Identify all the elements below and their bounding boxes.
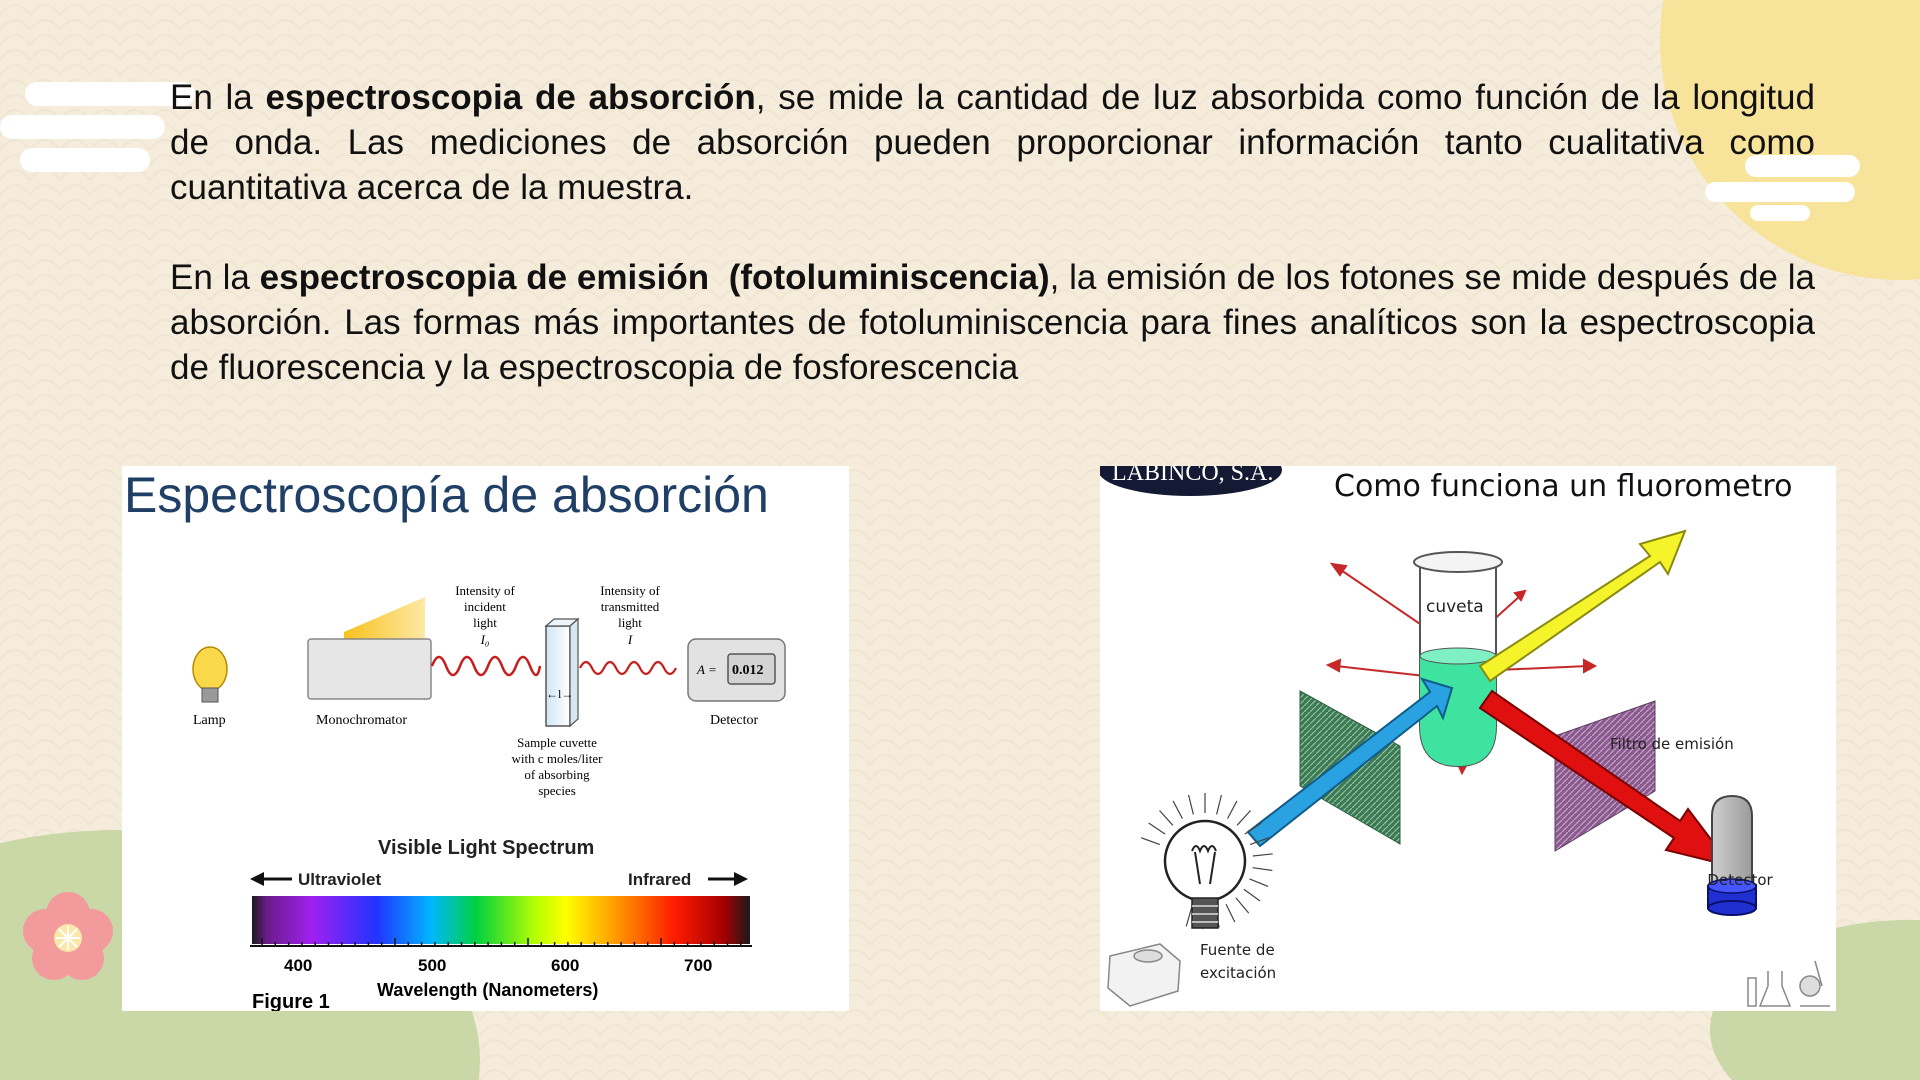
ultraviolet-arrow bbox=[250, 872, 292, 886]
transmitted-label bbox=[600, 583, 660, 647]
cuvette-label: cuveta bbox=[1426, 597, 1484, 617]
excitation-beam bbox=[1248, 679, 1452, 846]
absorption-title: Espectroscopía de absorción bbox=[124, 467, 769, 523]
emission-beam-red bbox=[1480, 691, 1731, 866]
infrared-label: Infrared bbox=[628, 870, 692, 889]
path-length-label: ←l→ bbox=[546, 687, 574, 701]
bulb-ray bbox=[1236, 898, 1249, 913]
p2-bold-term-2: (fotoluminiscencia) bbox=[728, 258, 1050, 297]
tick-700: 700 bbox=[684, 956, 713, 975]
svg-text:Intensity of: Intensity of bbox=[455, 583, 515, 598]
bulb-ray bbox=[1237, 810, 1250, 825]
p2-gap bbox=[709, 258, 729, 297]
svg-text:I₀: I₀ bbox=[480, 632, 490, 647]
instrument-icon bbox=[1108, 944, 1180, 1006]
detector-label: Detector bbox=[710, 713, 759, 728]
fluorometer-title: Como funciona un fluorometro bbox=[1334, 469, 1793, 504]
bulb-ray bbox=[1226, 904, 1235, 922]
p2-bold-term: espectroscopia de emisión bbox=[259, 258, 710, 297]
fluorometer-figure bbox=[1100, 466, 1836, 1011]
monochromator-label: Monochromator bbox=[316, 713, 407, 728]
lamp-label: Lamp bbox=[193, 713, 226, 728]
bulb-ray bbox=[1149, 823, 1166, 834]
p2-pre: En la bbox=[170, 258, 260, 297]
p1-pre: En la bbox=[170, 78, 266, 117]
svg-text:incident: incident bbox=[464, 599, 506, 614]
lightbulb-icon bbox=[1141, 793, 1273, 929]
ultraviolet-label: Ultraviolet bbox=[298, 870, 382, 889]
tick-600: 600 bbox=[551, 956, 580, 975]
bulb-ray bbox=[1159, 810, 1172, 825]
figure-label: Figure 1 bbox=[252, 991, 330, 1011]
emission-paragraph bbox=[170, 255, 1815, 390]
bulb-ray bbox=[1173, 801, 1182, 819]
bulb-ray bbox=[1189, 795, 1194, 814]
bulb-ray bbox=[1217, 795, 1222, 814]
incident-wave bbox=[432, 657, 540, 675]
svg-text:transmitted: transmitted bbox=[600, 599, 660, 614]
svg-text:of absorbing: of absorbing bbox=[524, 767, 590, 782]
infrared-arrow bbox=[708, 872, 748, 886]
bulb-ray bbox=[1244, 889, 1260, 901]
svg-text:Sample cuvette: Sample cuvette bbox=[517, 735, 597, 750]
tick-500: 500 bbox=[418, 956, 447, 975]
bulb-ray bbox=[1253, 854, 1273, 856]
transmitted-wave bbox=[580, 662, 676, 674]
emission-filter-label: Filtro de emisión bbox=[1610, 735, 1734, 753]
spectrum-band bbox=[252, 896, 750, 944]
p1-bold-term: espectroscopia de absorción bbox=[265, 78, 756, 117]
bulb-ray bbox=[1253, 868, 1273, 871]
p1-post: , se mide la cantidad de luz absorbida como función de la longitud de onda. Las mediciones de absorción pueden proporcionar información tanto cualitativa como cuantitativa acerca de la muestra. bbox=[170, 78, 1815, 207]
bulb-ray bbox=[1141, 838, 1160, 845]
svg-text:light: light bbox=[618, 615, 642, 630]
incident-label bbox=[455, 583, 515, 647]
detector-icon bbox=[1708, 796, 1756, 915]
absorption-diagram bbox=[122, 466, 849, 1011]
p2-post: , la emisión de los fotones se mide después de la absorción. Las formas más importantes de fotoluminiscencia para fines analíticos son la espectroscopia de fluorescencia y la espectroscopia de fosforescencia bbox=[170, 258, 1816, 387]
svg-text:I: I bbox=[627, 632, 633, 647]
emission-beam-yellow bbox=[1480, 531, 1685, 681]
bulb-ray bbox=[1250, 879, 1269, 886]
cuvette-tube bbox=[1414, 552, 1502, 766]
cuvette-caption bbox=[512, 735, 604, 798]
detector-label-fluo: Detector bbox=[1707, 871, 1773, 889]
sample-cuvette bbox=[546, 619, 578, 726]
axis-label: Wavelength (Nanometers) bbox=[377, 980, 599, 1000]
svg-text:with c moles/liter: with c moles/liter bbox=[511, 751, 603, 766]
fluorometer-diagram bbox=[1100, 466, 1836, 1011]
bulb-ray bbox=[1186, 907, 1192, 926]
source-label-line1: Fuente de bbox=[1200, 941, 1275, 959]
bulb-ray bbox=[1228, 801, 1237, 819]
absorption-figure bbox=[122, 466, 849, 1011]
spectrum-title: Visible Light Spectrum bbox=[378, 837, 595, 859]
monochromator-box bbox=[308, 639, 431, 699]
svg-text:species: species bbox=[538, 783, 576, 798]
detector-readout-value: 0.012 bbox=[732, 663, 764, 678]
absorption-paragraph bbox=[170, 75, 1815, 210]
svg-text:Intensity of: Intensity of bbox=[600, 583, 660, 598]
source-label-line2: excitación bbox=[1200, 964, 1277, 982]
lab-glassware-icon bbox=[1748, 961, 1830, 1006]
tick-400: 400 bbox=[284, 956, 313, 975]
labinco-logo-text: LABINCO, S.A. bbox=[1112, 466, 1274, 486]
svg-text:light: light bbox=[473, 615, 497, 630]
detector-readout-prefix: A = bbox=[697, 662, 717, 677]
